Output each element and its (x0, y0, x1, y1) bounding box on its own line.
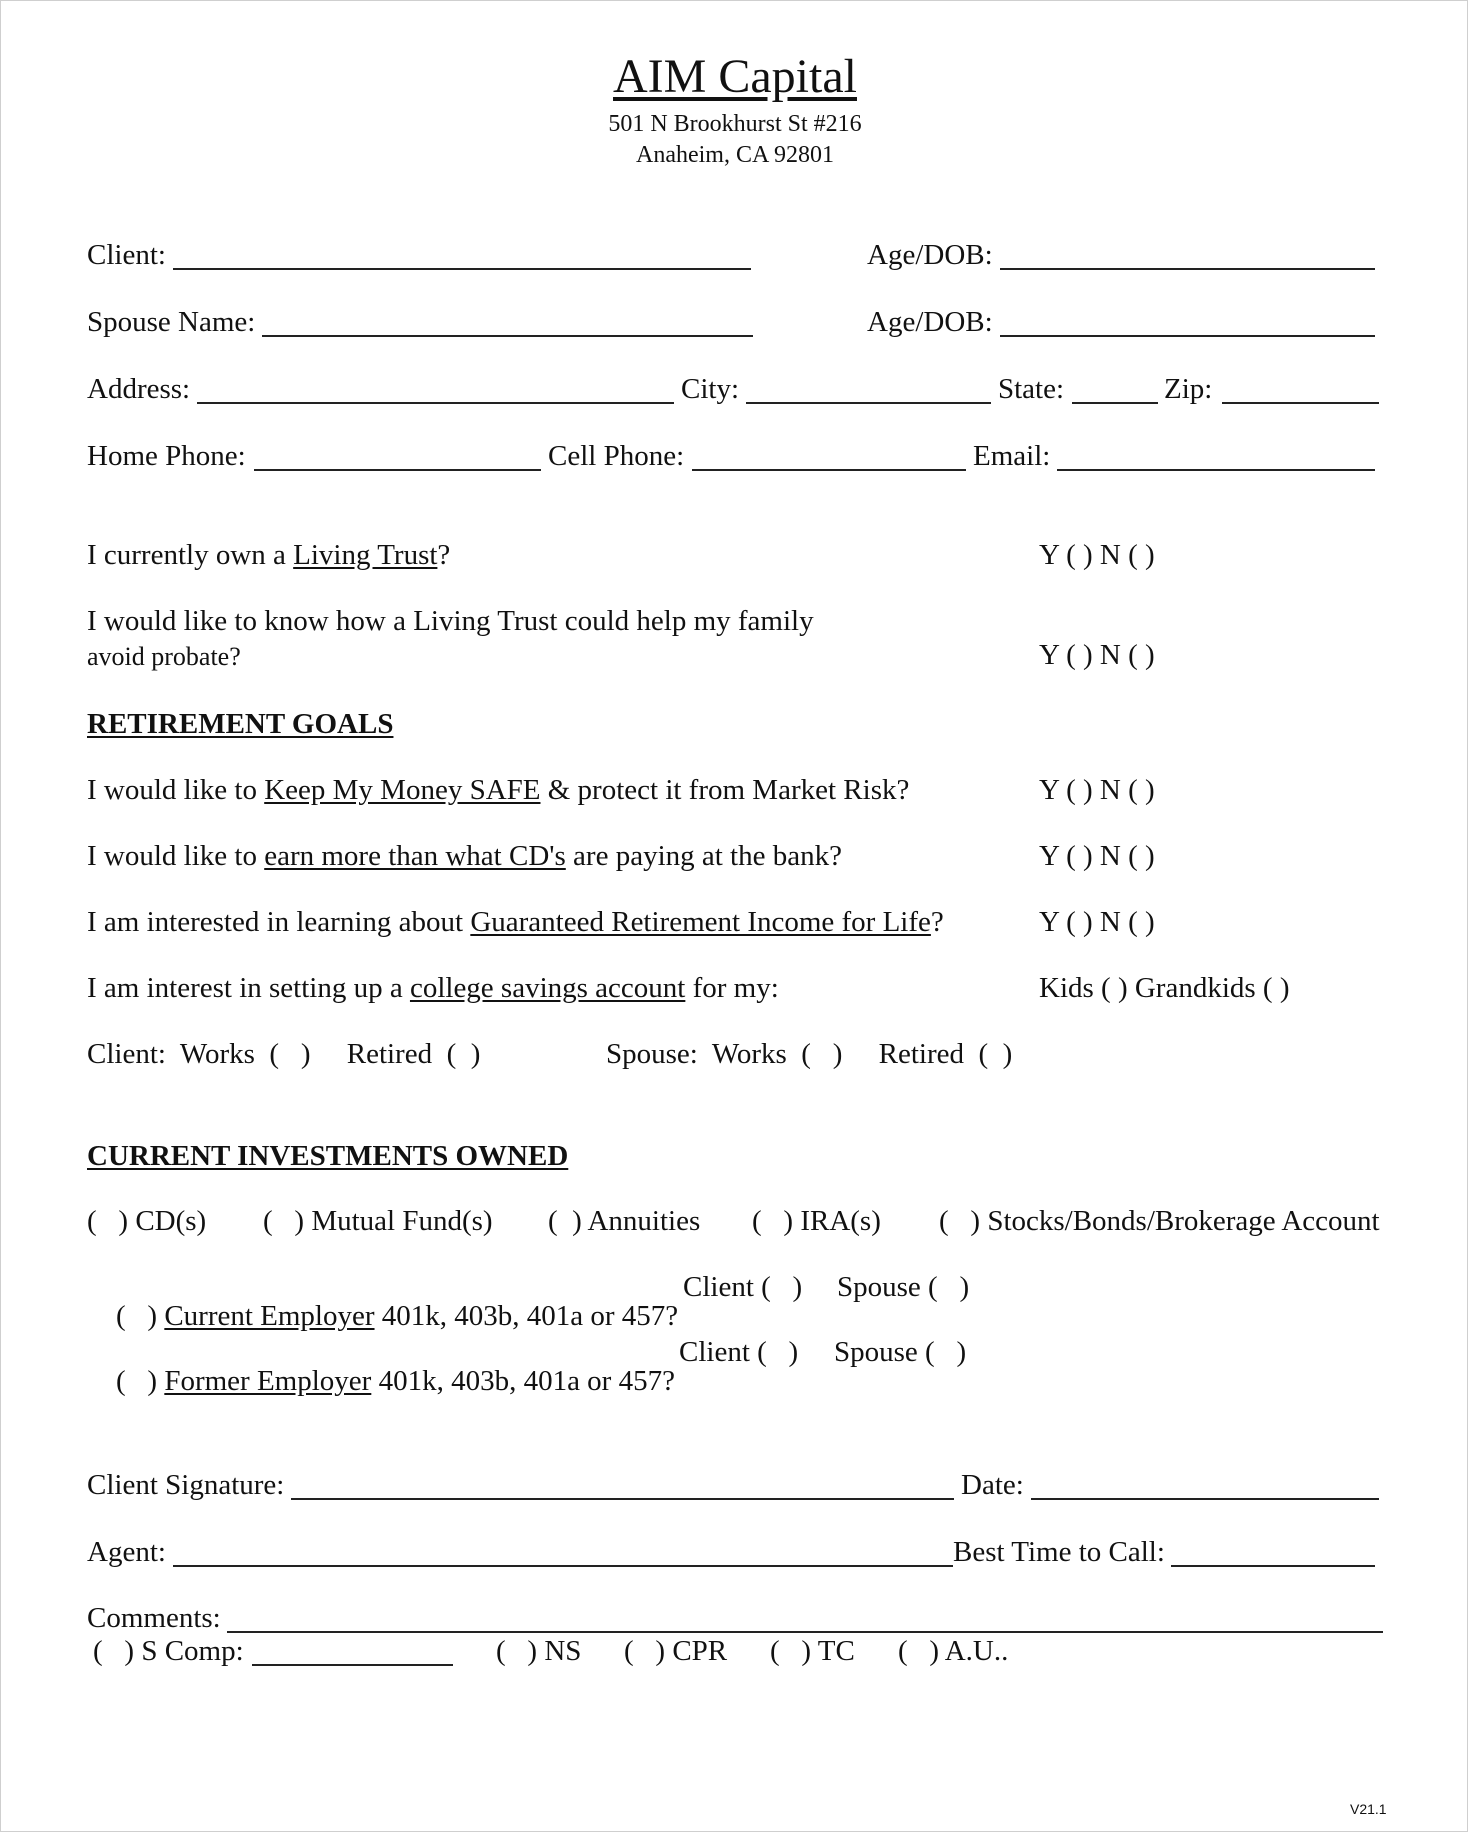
date-label: Date: (961, 1469, 1024, 1501)
client-signature-field[interactable] (291, 1498, 954, 1500)
ret-q2-suffix: are paying at the bank? (565, 840, 842, 872)
client-work-status[interactable]: Client: Works ( ) Retired ( ) (87, 1038, 481, 1070)
ret-q1-prefix: I would like to (87, 774, 265, 806)
earn-more-link: earn more than what CD's (264, 840, 566, 872)
cell-phone-label: Cell Phone: (548, 440, 685, 472)
current-spouse-option[interactable]: Spouse ( ) (837, 1271, 970, 1303)
ret-q1-yes-no[interactable]: Y ( ) N ( ) (1039, 774, 1155, 806)
email-label: Email: (973, 440, 1051, 472)
address-label: Address: (87, 373, 191, 405)
zip-field[interactable] (1222, 402, 1379, 404)
best-time-label: Best Time to Call: (953, 1536, 1165, 1568)
former-plan-types: 401k, 403b, 401a or 457? (371, 1365, 675, 1397)
retirement-question-2 (87, 842, 842, 871)
option-mutual-funds[interactable]: ( ) Mutual Fund(s) (263, 1205, 493, 1237)
ret-q3-yes-no[interactable]: Y ( ) N ( ) (1039, 906, 1155, 938)
best-time-field[interactable] (1171, 1565, 1375, 1567)
client-signature-label: Client Signature: (87, 1469, 285, 1501)
retirement-goals-heading: RETIREMENT GOALS (87, 708, 394, 740)
state-label: State: (998, 373, 1065, 405)
client-age-dob-label: Age/DOB: (867, 239, 993, 271)
scomp-field[interactable] (252, 1664, 453, 1666)
company-title: AIM Capital (613, 50, 857, 103)
home-phone-label: Home Phone: (87, 440, 246, 472)
address-field[interactable] (197, 402, 674, 404)
kids-grandkids-options[interactable]: Kids ( ) Grandkids ( ) (1039, 972, 1290, 1004)
city-label: City: (681, 373, 740, 405)
option-ira[interactable]: ( ) IRA(s) (752, 1205, 881, 1237)
retirement-question-4 (87, 974, 779, 1003)
client-age-dob-field[interactable] (1000, 268, 1375, 270)
email-field[interactable] (1057, 469, 1375, 471)
former-employer-link: Former Employer (164, 1365, 372, 1397)
college-savings-link: college savings account (409, 972, 686, 1004)
trust-question-2-line-2: avoid probate? (87, 642, 241, 671)
former-employer-plan[interactable] (87, 1338, 675, 1425)
trust-q2-yes-no[interactable]: Y ( ) N ( ) (1039, 639, 1155, 671)
home-phone-field[interactable] (254, 469, 541, 471)
au-option[interactable]: ( ) A.U.. (898, 1635, 1009, 1667)
current-checkbox[interactable]: ( ) (116, 1300, 165, 1332)
retirement-question-3 (87, 908, 944, 937)
cell-phone-field[interactable] (692, 469, 966, 471)
current-investments-heading: CURRENT INVESTMENTS OWNED (87, 1140, 569, 1172)
spouse-name-label: Spouse Name: (87, 306, 256, 338)
trust-q1-yes-no[interactable]: Y ( ) N ( ) (1039, 539, 1155, 571)
option-annuities[interactable]: ( ) Annuities (548, 1205, 701, 1237)
spouse-name-field[interactable] (262, 335, 753, 337)
spouse-work-status[interactable]: Spouse: Works ( ) Retired ( ) (606, 1038, 1013, 1070)
tc-option[interactable]: ( ) TC (770, 1635, 855, 1667)
client-field[interactable] (173, 268, 751, 270)
current-client-option[interactable]: Client ( ) (683, 1271, 803, 1303)
date-field[interactable] (1031, 1498, 1379, 1500)
trust-question-2-line-1: I would like to know how a Living Trust could help my family (87, 605, 814, 637)
living-trust-link: Living Trust (293, 539, 438, 571)
option-cds[interactable]: ( ) CD(s) (87, 1205, 207, 1237)
ret-q2-prefix: I would like to (87, 840, 265, 872)
comments-label: Comments: (87, 1602, 221, 1634)
ns-option[interactable]: ( ) NS (496, 1635, 582, 1667)
city-field[interactable] (746, 402, 991, 404)
trust-q1-suffix: ? (437, 539, 451, 571)
agent-label: Agent: (87, 1536, 166, 1568)
spouse-age-dob-label: Age/DOB: (867, 306, 993, 338)
ret-q4-prefix: I am interest in setting up a (87, 972, 410, 1004)
ret-q1-suffix: & protect it from Market Risk? (540, 774, 910, 806)
client-label: Client: (87, 239, 166, 271)
former-spouse-option[interactable]: Spouse ( ) (834, 1336, 967, 1368)
ret-q3-prefix: I am interested in learning about (87, 906, 471, 938)
option-stocks-bonds[interactable]: ( ) Stocks/Bonds/Brokerage Account (939, 1205, 1380, 1237)
comments-field[interactable] (227, 1631, 1383, 1633)
form-version: V21.1 (1350, 1801, 1387, 1817)
former-client-option[interactable]: Client ( ) (679, 1336, 799, 1368)
spouse-age-dob-field[interactable] (1000, 335, 1375, 337)
guaranteed-income-link: Guaranteed Retirement Income for Life (470, 906, 931, 938)
state-field[interactable] (1072, 402, 1158, 404)
trust-q1-prefix: I currently own a (87, 539, 294, 571)
scomp-label[interactable]: ( ) S Comp: (93, 1635, 244, 1667)
keep-money-safe-link: Keep My Money SAFE (264, 774, 541, 806)
ret-q3-suffix: ? (930, 906, 944, 938)
current-plan-types: 401k, 403b, 401a or 457? (374, 1300, 679, 1332)
cpr-option[interactable]: ( ) CPR (624, 1635, 728, 1667)
zip-label: Zip: (1164, 373, 1213, 405)
ret-q4-suffix: for my: (685, 972, 779, 1004)
current-employer-link: Current Employer (164, 1300, 375, 1332)
former-checkbox[interactable]: ( ) (116, 1365, 165, 1397)
address-line-2: Anaheim, CA 92801 (636, 142, 834, 168)
agent-field[interactable] (173, 1565, 953, 1567)
ret-q2-yes-no[interactable]: Y ( ) N ( ) (1039, 840, 1155, 872)
trust-question-1 (87, 541, 450, 570)
retirement-question-1 (87, 776, 909, 805)
address-line-1: 501 N Brookhurst St #216 (608, 111, 862, 137)
